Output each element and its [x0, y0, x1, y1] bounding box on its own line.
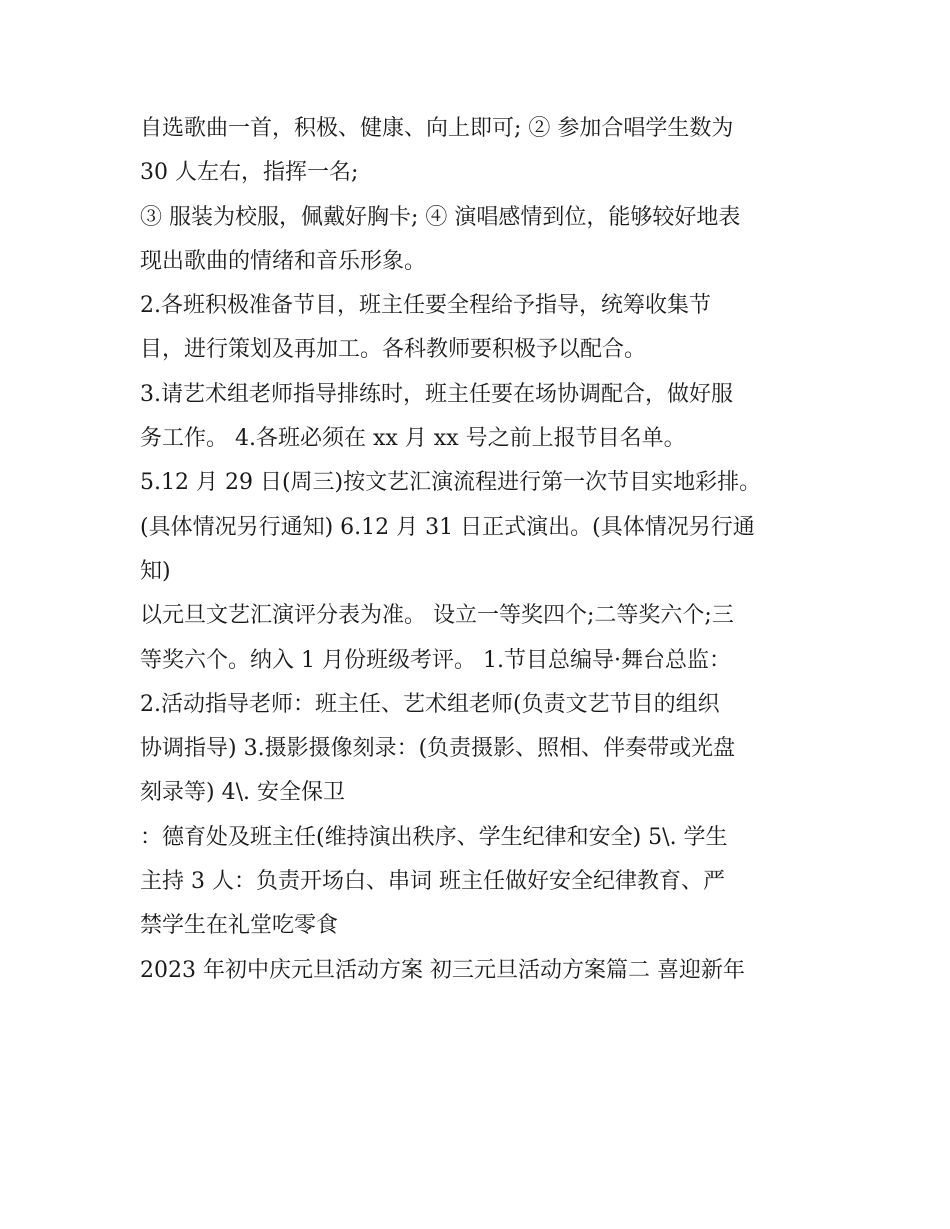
document-body — [140, 107, 820, 993]
text-line: 目，进行策划及再加工。各科教师要积极予以配合。 — [140, 337, 647, 363]
text-line: 2.活动指导老师：班主任、艺术组老师(负责文艺节目的组织 — [140, 691, 720, 717]
text-line: ③ 服装为校服，佩戴好胸卡; ④ 演唱感情到位，能够较好地表 — [140, 204, 741, 230]
text-line: 协调指导) 3.摄影摄像刻录：(负责摄影、照相、伴奏带或光盘 — [140, 736, 736, 762]
text-line: 刻录等) 4\. 安全保卫 — [140, 780, 345, 806]
text-line: (具体情况另行通知) 6.12 月 31 日正式演出。(具体情况另行通 — [140, 514, 755, 540]
text-line: 自选歌曲一首，积极、健康、向上即可; ② 参加合唱学生数为 — [140, 116, 734, 141]
text-line: 以元旦文艺汇演评分表为准。 设立一等奖四个;二等奖六个;三 — [140, 603, 734, 629]
text-line: 5.12 月 29 日(周三)按文艺汇演流程进行第一次节目实地彩排。 — [140, 470, 762, 496]
text-line: ：德育处及班主任(维持演出秩序、学生纪律和安全) 5\. 学生 — [140, 824, 728, 850]
text-line: 2023 年初中庆元旦活动方案 初三元旦活动方案篇二 喜迎新年 — [140, 957, 745, 983]
text-line: 等奖六个。纳入 1 月份班级考评。 1.节目总编导·舞台总监： — [140, 647, 731, 673]
text-line: 3.请艺术组老师指导排练时，班主任要在场协调配合，做好服 — [140, 381, 733, 407]
text-line: 2.各班积极准备节目，班主任要全程给予指导，统筹收集节 — [140, 293, 711, 319]
text-line: 务工作。 4.各班必须在 xx 月 xx 号之前上报节目名单。 — [140, 426, 686, 452]
text-line: 现出歌曲的情绪和音乐形象。 — [140, 248, 427, 274]
text-line: 主持 3 人：负责开场白、串词 班主任做好安全纪律教育、严 — [140, 869, 725, 895]
text-line: 禁学生在礼堂吃零食 — [140, 913, 339, 939]
text-line: 30 人左右，指挥一名; — [140, 160, 359, 186]
text-line: 知) — [140, 558, 171, 584]
